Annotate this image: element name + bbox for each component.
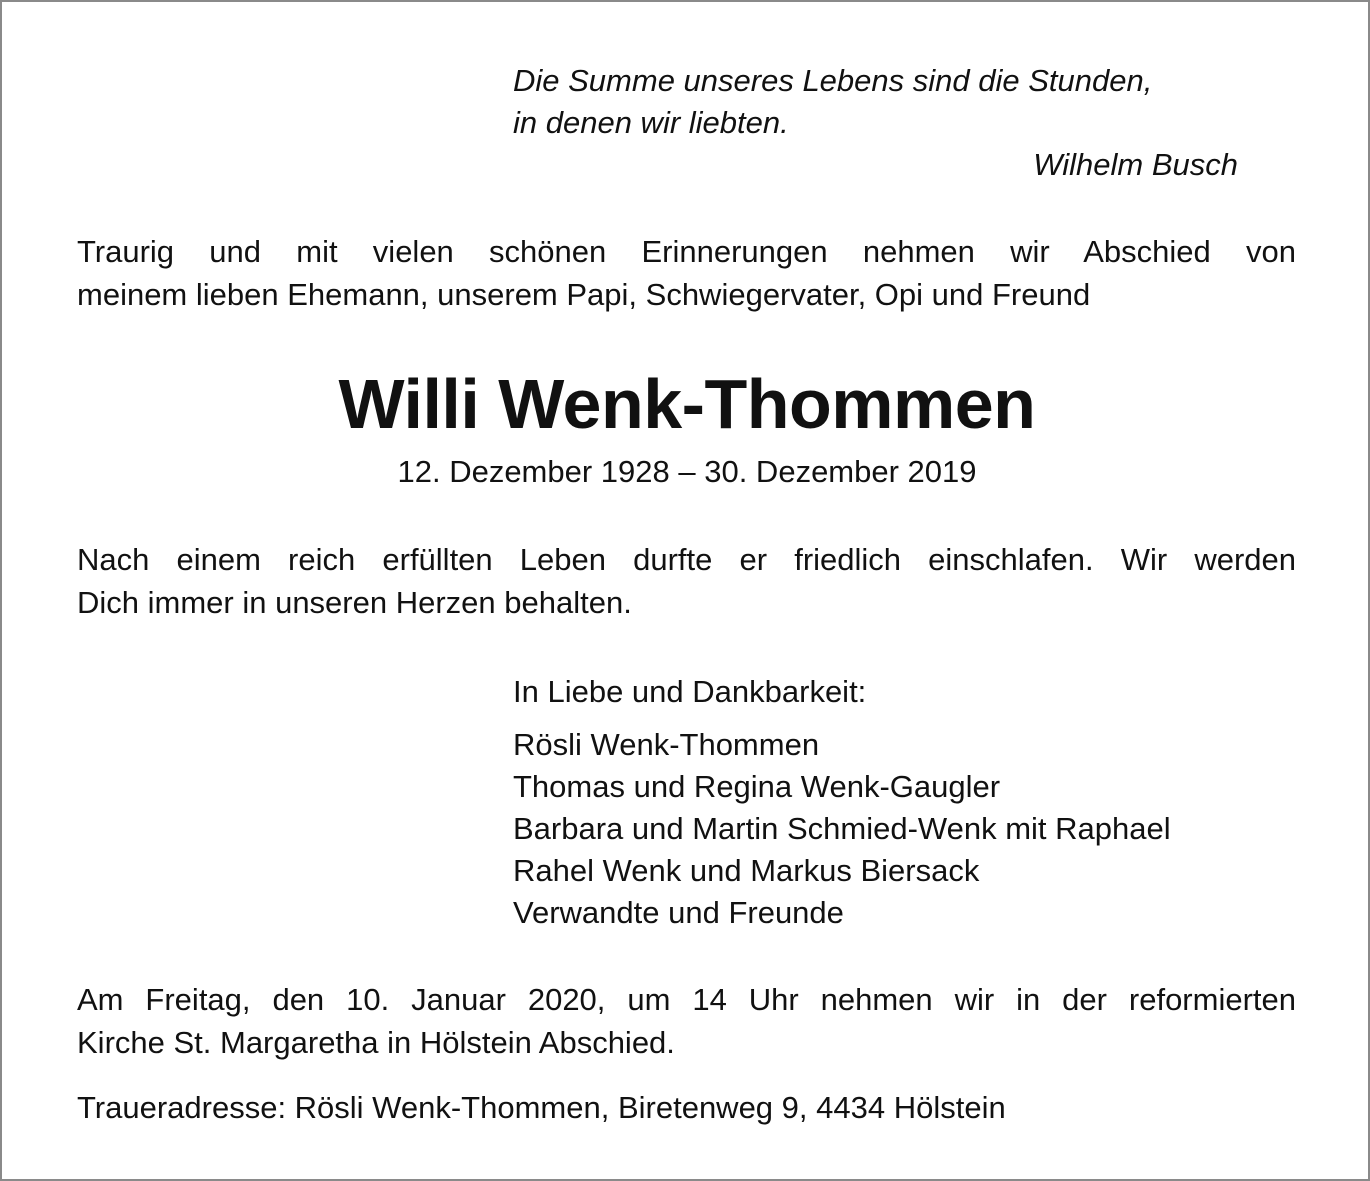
quote-line: in denen wir liebten. [513, 105, 789, 140]
epigraph-quote [513, 60, 1238, 186]
message-line: Nach einem reich erfüllten Leben durfte er friedlich einschlafen. Wir werden [77, 542, 1296, 577]
service-line: Am Freitag, den 10. Januar 2020, um 14 Uhr nehmen wir in der reformierten [77, 982, 1296, 1017]
mourner-name: Rahel Wenk und Markus Biersack [513, 853, 980, 888]
mourning-address: Traueradresse: Rösli Wenk-Thommen, Biretenweg 9, 4434 Hölstein [77, 1090, 1006, 1125]
mourner-name: Verwandte und Freunde [513, 895, 844, 930]
intro-line: meinem lieben Ehemann, unserem Papi, Schwiegervater, Opi und Freund [77, 277, 1091, 312]
mourner-name: Thomas und Regina Wenk-Gaugler [513, 769, 1001, 804]
intro-paragraph [77, 230, 1296, 316]
mourner-name: Barbara und Martin Schmied-Wenk mit Raphael [513, 811, 1171, 846]
life-dates: 12. Dezember 1928 – 30. Dezember 2019 [397, 454, 977, 489]
message-paragraph [77, 538, 1296, 624]
signoff-block [513, 670, 1333, 934]
deceased-name: Willi Wenk-Thommen [338, 365, 1036, 443]
quote-author: Wilhelm Busch [1033, 147, 1238, 182]
mourner-name: Rösli Wenk-Thommen [513, 727, 820, 762]
message-line: Dich immer in unseren Herzen behalten. [77, 585, 632, 620]
quote-line: Die Summe unseres Lebens sind die Stunden, [513, 63, 1153, 98]
service-line: Kirche St. Margaretha in Hölstein Abschied. [77, 1025, 675, 1060]
intro-line: Traurig und mit vielen schönen Erinnerungen nehmen wir Abschied von [77, 234, 1296, 269]
signoff-heading: In Liebe und Dankbarkeit: [513, 674, 867, 709]
service-paragraph [77, 978, 1296, 1064]
